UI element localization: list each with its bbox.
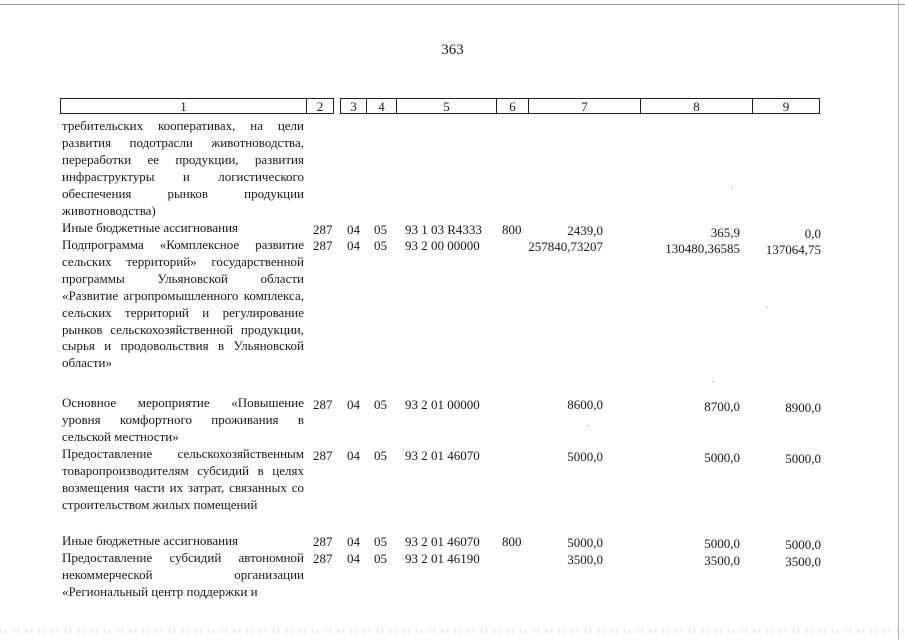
header-col-8: 8 <box>640 98 753 114</box>
row-2-col3: 04 <box>347 238 360 253</box>
row-2-col9: 137064,75 <box>765 242 821 257</box>
row-3-col7: 8600,0 <box>567 397 603 412</box>
row-4-col8: 5000,0 <box>704 450 740 465</box>
row-6-col8: 3500,0 <box>704 553 740 568</box>
row-3-col5: 93 2 01 00000 <box>405 397 480 412</box>
row-2-col8: 130480,36585 <box>665 241 740 256</box>
row-5-col2: 287 <box>313 534 333 549</box>
row-6-description: Предоставление субсидий автономной некоммерческой организации «Региональный центр поддержки и <box>62 550 304 599</box>
row-5-col3: 04 <box>347 534 360 549</box>
row-1-col4: 05 <box>374 222 387 237</box>
row-4-col9: 5000,0 <box>785 451 821 466</box>
row-1-col7: 2439,0 <box>567 223 603 238</box>
row-2-col4: 05 <box>374 238 387 253</box>
scan-speck <box>712 381 714 382</box>
header-col-1: 1 <box>60 98 307 114</box>
row-6-col5: 93 2 01 46190 <box>405 551 480 566</box>
row-3-col8: 8700,0 <box>704 399 740 414</box>
page-number: 363 <box>441 42 464 58</box>
row-1-col3: 04 <box>347 222 360 237</box>
row-5-col6: 800 <box>502 534 522 549</box>
page-top-edge <box>0 4 905 5</box>
row-6-col9: 3500,0 <box>785 554 821 569</box>
header-col-2: 2 <box>306 98 334 114</box>
row-4-col7: 5000,0 <box>567 449 603 464</box>
row-6-col7: 3500,0 <box>567 552 603 567</box>
header-col-9: 9 <box>752 98 820 114</box>
scan-noise-strip <box>0 629 905 633</box>
row-4-col5: 93 2 01 46070 <box>405 448 480 463</box>
scan-speck <box>731 187 733 188</box>
row-5-col4: 05 <box>374 534 387 549</box>
row-2-col7: 257840,73207 <box>528 239 603 254</box>
row-1-col8: 365,9 <box>710 225 740 240</box>
row-1-col2: 287 <box>313 222 333 237</box>
page-right-edge <box>898 0 899 640</box>
row-1-col5: 93 1 03 R4333 <box>405 222 482 237</box>
row-1-description: Иные бюджетные ассигнования <box>62 220 239 235</box>
header-col-7: 7 <box>528 98 641 114</box>
row-5-col5: 93 2 01 46070 <box>405 534 480 549</box>
row-2-description: Подпрограмма «Комплексное развитие сельских территорий» государственной программы Ульяновской области «Развитие агропромышленного комплекса, сельских территорий и регулирование рынков сельскохозяйственной продукции, сырья и продовольствия в Ульяновской области» <box>62 237 304 371</box>
row-2-col2: 287 <box>313 238 333 253</box>
row-3-col9: 8900,0 <box>785 400 821 415</box>
row-3-col4: 05 <box>374 397 387 412</box>
row-4-description: Предоставление сельскохозяйственным товаропроизводителям субсидий в целях возмещения части их затрат, связанных со строительством жилых помещений <box>62 446 304 512</box>
row-1-col9: 0,0 <box>804 226 821 241</box>
row-3-col2: 287 <box>313 397 333 412</box>
row-6-col3: 04 <box>347 551 360 566</box>
scan-speck <box>766 307 768 308</box>
row-0-description: требительских кооперативах, на цели развития подотрасли животноводства, переработки ее продукции, развития инфраструктуры и логистического обеспечения рынков продукции животноводства) <box>62 118 304 218</box>
row-2-col5: 93 2 00 00000 <box>405 238 480 253</box>
header-col-4: 4 <box>366 98 397 114</box>
header-col-5: 5 <box>396 98 497 114</box>
row-5-col8: 5000,0 <box>704 536 740 551</box>
row-6-col4: 05 <box>374 551 387 566</box>
row-3-description: Основное мероприятие «Повышение уровня комфортного проживания в сельской местности» <box>62 395 304 444</box>
row-1-col6: 800 <box>502 222 522 237</box>
header-col-3: 3 <box>340 98 367 114</box>
row-5-col7: 5000,0 <box>567 535 603 550</box>
row-3-col3: 04 <box>347 397 360 412</box>
row-5-description: Иные бюджетные ассигнования <box>62 533 239 548</box>
row-5-col9: 5000,0 <box>785 537 821 552</box>
table-header-row <box>60 98 820 116</box>
scan-speck <box>587 425 589 426</box>
row-4-col2: 287 <box>313 448 333 463</box>
row-6-col2: 287 <box>313 551 333 566</box>
header-col-6: 6 <box>496 98 529 114</box>
row-4-col4: 05 <box>374 448 387 463</box>
row-4-col3: 04 <box>347 448 360 463</box>
